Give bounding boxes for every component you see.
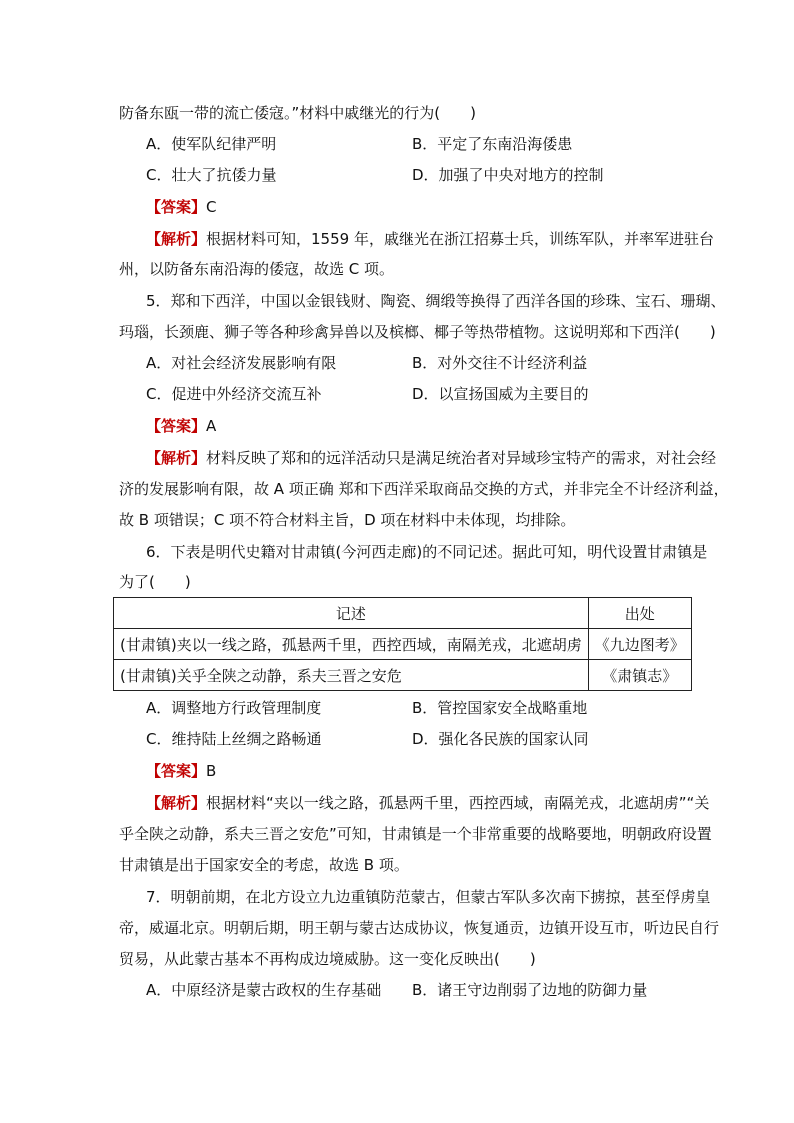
- q6-option-c: C．维持陆上丝绸之路畅通: [146, 730, 322, 748]
- analysis-line: 根据材料可知，1559 年，戚继光在浙江招募士兵，训练军队，并率军进驻台: [206, 230, 714, 248]
- table-cell-record: (甘肃镇)夹以一线之路，孤悬两千里，西控西域，南隔羌戎，北遮胡虏: [114, 629, 589, 660]
- table-cell-record: (甘肃镇)关乎全陕之动静，系夫三晋之安危: [114, 660, 589, 691]
- q5-stem-line-1: 5．郑和下西洋，中国以金银钱财、陶瓷、绸缎等换得了西洋各国的珍珠、宝石、珊瑚、: [146, 292, 726, 310]
- q6-analysis: [146, 793, 711, 813]
- table-header-row: [114, 598, 692, 629]
- q7-option-a: A．中原经济是蒙古政权的生存基础: [146, 981, 382, 999]
- q6-source-table: [113, 597, 692, 691]
- q5-analysis-line-3: 故 B 项错误；C 项不符合材料主旨，D 项在材料中未体现，均排除。: [119, 511, 576, 529]
- answer-value: A: [206, 417, 217, 435]
- q5-option-d: D．以宣扬国威为主要目的: [412, 385, 589, 403]
- q5-option-a: A．对社会经济发展影响有限: [146, 354, 337, 372]
- q4-option-a: A．使军队纪律严明: [146, 135, 277, 153]
- q4-stem-tail: 防备东瓯一带的流亡倭寇。”材料中戚继光的行为( ): [119, 104, 476, 122]
- q6-option-b: B．管控国家安全战略重地: [412, 699, 588, 717]
- analysis-line: 材料反映了郑和的远洋活动只是满足统治者对异域珍宝特产的需求，对社会经: [206, 449, 717, 467]
- analysis-tag: 【解析】: [146, 230, 207, 248]
- q5-analysis-line-2: 济的发展影响有限，故 A 项正确 郑和下西洋采取商品交换的方式，并非完全不计经济利益，: [119, 480, 729, 498]
- q5-option-c: C．促进中外经济交流互补: [146, 385, 322, 403]
- q5-answer: [146, 416, 711, 436]
- table-cell-source: 《肃镇志》: [588, 660, 691, 691]
- q4-option-c: C．壮大了抗倭力量: [146, 166, 277, 184]
- q6-answer: [146, 761, 711, 781]
- answer-value: C: [206, 198, 217, 216]
- q6-stem-line-2: 为了( ): [119, 573, 191, 591]
- table-header-source: 出处: [588, 598, 691, 629]
- table-row: [114, 660, 692, 691]
- q6-stem-line-1: 6．下表是明代史籍对甘肃镇(今河西走廊)的不同记述。据此可知，明代设置甘肃镇是: [146, 543, 708, 561]
- q4-option-d: D．加强了中央对地方的控制: [412, 166, 604, 184]
- q4-analysis-line-2: 州，以防备东南沿海的倭寇，故选 C 项。: [119, 260, 395, 278]
- answer-tag: 【答案】: [146, 198, 207, 216]
- answer-value: B: [206, 762, 217, 780]
- q4-analysis: [146, 229, 714, 249]
- q4-option-b: B．平定了东南沿海倭患: [412, 135, 573, 153]
- q7-option-b: B．诸王守边削弱了边地的防御力量: [412, 981, 648, 999]
- table-header-record: 记述: [114, 598, 589, 629]
- q7-stem-line-2: 帝，威逼北京。明朝后期，明王朝与蒙古达成协议，恢复通贡，边镇开设互市，听边民自行: [119, 919, 720, 937]
- analysis-tag: 【解析】: [146, 794, 207, 812]
- q5-analysis: [146, 448, 717, 468]
- analysis-tag: 【解析】: [146, 449, 207, 467]
- q6-analysis-line-3: 甘肃镇是出于国家安全的考虑，故选 B 项。: [119, 856, 409, 874]
- table-cell-source: 《九边图考》: [588, 629, 691, 660]
- q7-stem-line-3: 贸易，从此蒙古基本不再构成边境威胁。这一变化反映出( ): [119, 950, 536, 968]
- q7-stem-line-1: 7．明朝前期，在北方设立九边重镇防范蒙古，但蒙古军队多次南下掳掠，甚至俘虏皇: [146, 888, 711, 906]
- answer-tag: 【答案】: [146, 762, 207, 780]
- q5-stem-line-2: 玛瑙，长颈鹿、狮子等各种珍禽异兽以及槟榔、椰子等热带植物。这说明郑和下西洋( ): [119, 323, 716, 341]
- q6-option-a: A．调整地方行政管理制度: [146, 699, 322, 717]
- table-row: [114, 629, 692, 660]
- analysis-line: 根据材料“夹以一线之路，孤悬两千里，西控西域，南隔羌戎，北遮胡虏”“关: [206, 794, 710, 812]
- answer-tag: 【答案】: [146, 417, 207, 435]
- q6-option-d: D．强化各民族的国家认同: [412, 730, 589, 748]
- q5-option-b: B．对外交往不计经济利益: [412, 354, 588, 372]
- q4-answer: [146, 197, 711, 217]
- q6-analysis-line-2: 乎全陕之动静，系夫三晋之安危”可知，甘肃镇是一个非常重要的战略要地，明朝政府设置: [119, 825, 712, 843]
